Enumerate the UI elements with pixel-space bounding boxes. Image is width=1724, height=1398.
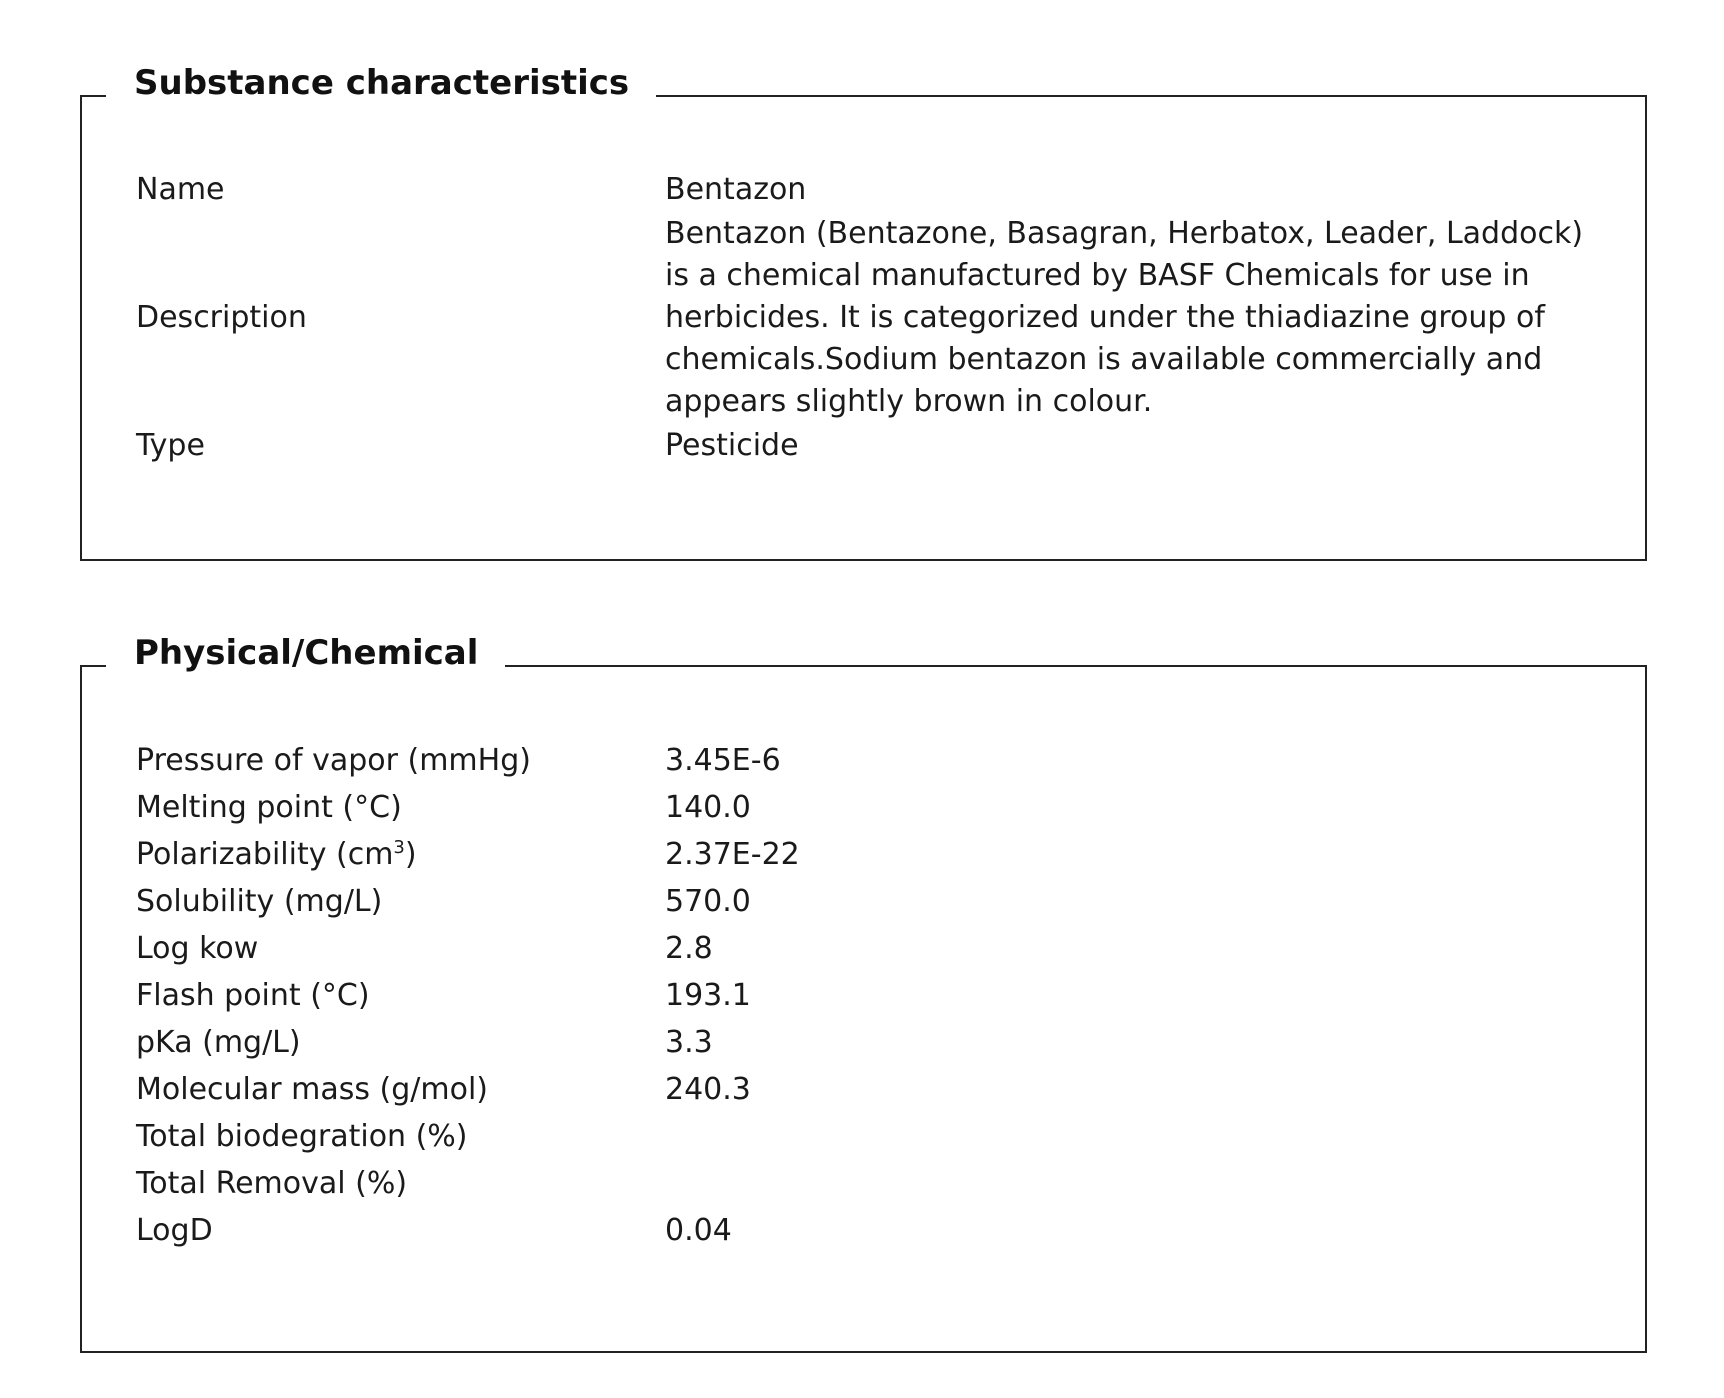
pka-row bbox=[136, 1019, 1615, 1066]
name-value: Bentazon bbox=[665, 172, 807, 207]
name-label: Name bbox=[136, 172, 225, 207]
melting-point-value: 140.0 bbox=[665, 789, 751, 825]
substance-rows bbox=[136, 167, 1615, 469]
description-row bbox=[136, 213, 1615, 423]
melting-point-row bbox=[136, 784, 1615, 831]
total-biodegration-label: Total biodegration (%) bbox=[136, 1118, 468, 1154]
type-value: Pesticide bbox=[665, 428, 799, 463]
vapor-pressure-value: 3.45E-6 bbox=[665, 742, 781, 778]
molecular-mass-label: Molecular mass (g/mol) bbox=[136, 1071, 489, 1107]
solubility-value: 570.0 bbox=[665, 883, 751, 919]
molecular-mass-row bbox=[136, 1066, 1615, 1113]
polarizability-label bbox=[136, 834, 665, 876]
total-removal-label: Total Removal (%) bbox=[136, 1165, 408, 1201]
polarizability-label-end: ) bbox=[404, 836, 417, 872]
solubility-row bbox=[136, 878, 1615, 925]
polarizability-value: 2.37E-22 bbox=[665, 836, 800, 872]
log-kow-row bbox=[136, 925, 1615, 972]
flash-point-label: Flash point (°C) bbox=[136, 977, 370, 1013]
logd-value: 0.04 bbox=[665, 1212, 732, 1248]
physical-chemical-title: Physical/Chemical bbox=[106, 633, 505, 673]
pka-label: pKa (mg/L) bbox=[136, 1024, 301, 1060]
solubility-label: Solubility (mg/L) bbox=[136, 883, 383, 919]
logd-row bbox=[136, 1207, 1615, 1254]
flash-point-value: 193.1 bbox=[665, 977, 751, 1013]
flash-point-row bbox=[136, 972, 1615, 1019]
description-label: Description bbox=[136, 300, 307, 335]
log-kow-value: 2.8 bbox=[665, 930, 713, 966]
substance-characteristics-title: Substance characteristics bbox=[106, 63, 656, 103]
type-label: Type bbox=[136, 428, 205, 463]
name-row bbox=[136, 167, 1615, 213]
total-biodegration-row bbox=[136, 1113, 1615, 1160]
physical-chemical-panel bbox=[80, 633, 1647, 1353]
log-kow-label: Log kow bbox=[136, 930, 259, 966]
polarizability-row bbox=[136, 831, 1615, 878]
melting-point-label: Melting point (°C) bbox=[136, 789, 402, 825]
physical-rows bbox=[136, 737, 1615, 1254]
description-value: Bentazon (Bentazone, Basagran, Herbatox, Leader, Laddock) is a chemical manufactured by BASF Chemicals for use in herbicides. It is categorized under the thiadiazine group of chemicals.Sodium bentazon is available commercially and appears slightly brown in colour. bbox=[665, 216, 1584, 419]
polarizability-label-main: Polarizability (cm bbox=[136, 836, 394, 872]
total-removal-row bbox=[136, 1160, 1615, 1207]
logd-label: LogD bbox=[136, 1212, 213, 1248]
polarizability-label-sup: 3 bbox=[393, 836, 405, 858]
substance-characteristics-panel bbox=[80, 63, 1647, 561]
vapor-pressure-label: Pressure of vapor (mmHg) bbox=[136, 742, 531, 778]
pka-value: 3.3 bbox=[665, 1024, 713, 1060]
molecular-mass-value: 240.3 bbox=[665, 1071, 751, 1107]
vapor-pressure-row bbox=[136, 737, 1615, 784]
type-row bbox=[136, 423, 1615, 469]
